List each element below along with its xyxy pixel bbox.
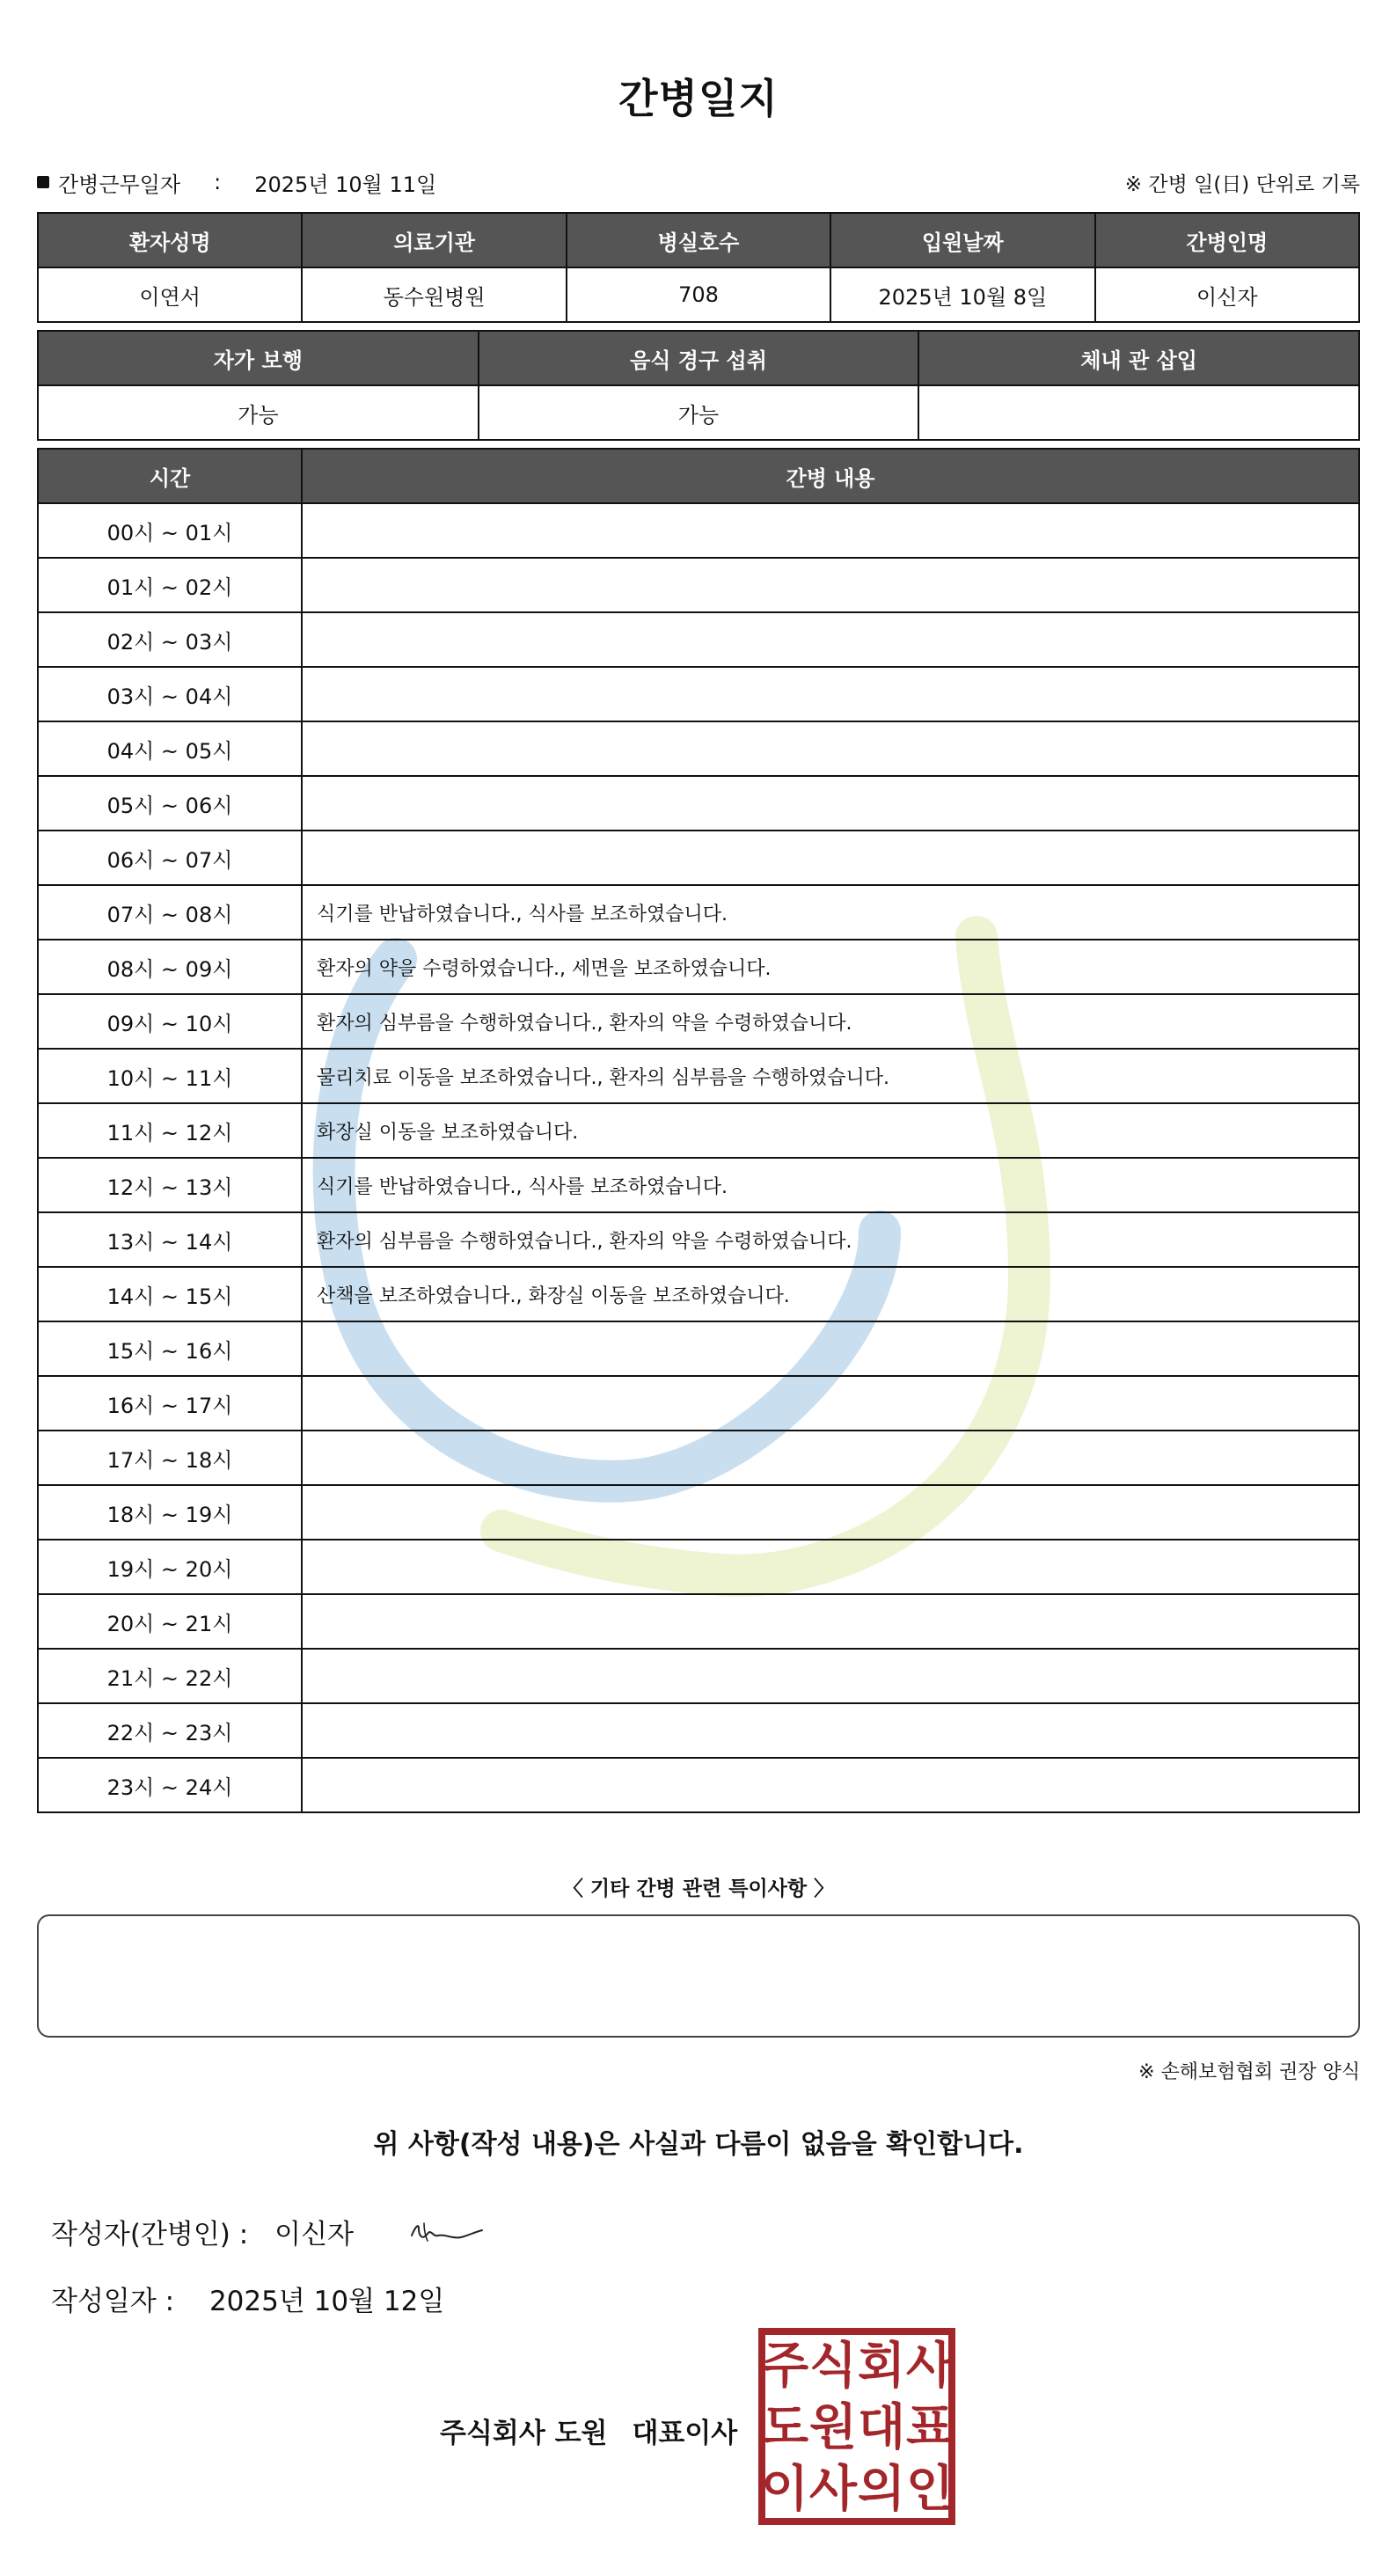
work-date-value: 2025년 10월 11일: [254, 172, 437, 197]
log-time: 02시 ~ 03시: [38, 612, 302, 667]
log-row: [38, 1594, 1359, 1649]
seal-char: 주: [760, 2338, 809, 2395]
company-seal-stamp: [758, 2328, 955, 2525]
care-log-table: [37, 448, 1360, 1813]
log-content: 환자의 심부름을 수행하였습니다., 환자의 약을 수령하였습니다.: [302, 1212, 1359, 1267]
writer-name: 이신자: [274, 2219, 355, 2250]
write-date-label: 작성일자 :: [51, 2286, 175, 2317]
log-content: 식기를 반납하였습니다., 식사를 보조하였습니다.: [302, 1158, 1359, 1212]
confirmation-statement: 위 사항(작성 내용)은 사실과 다름이 없음을 확인합니다.: [373, 2129, 1024, 2160]
log-time: 18시 ~ 19시: [38, 1485, 302, 1540]
tube-insertion-value: [918, 385, 1359, 440]
log-content: 산책을 보조하였습니다., 화장실 이동을 보조하였습니다.: [302, 1267, 1359, 1321]
log-time: 05시 ~ 06시: [38, 776, 302, 831]
log-row: [38, 1376, 1359, 1431]
log-time: 01시 ~ 02시: [38, 558, 302, 612]
log-row: [38, 1212, 1359, 1267]
log-row: [38, 885, 1359, 940]
caregiver-name: 이신자: [1095, 267, 1359, 322]
log-content: [302, 667, 1359, 721]
log-row: [38, 1649, 1359, 1703]
log-row: [38, 721, 1359, 776]
log-time: 00시 ~ 01시: [38, 503, 302, 558]
log-time: 06시 ~ 07시: [38, 831, 302, 885]
log-content: [302, 1321, 1359, 1376]
company-row: [440, 2411, 737, 2450]
log-row: [38, 1267, 1359, 1321]
seal-char: 회: [857, 2338, 906, 2395]
log-row: [38, 1321, 1359, 1376]
log-row: [38, 1049, 1359, 1103]
log-content: [302, 721, 1359, 776]
header-oral-intake: 음식 경구 섭취: [479, 331, 919, 385]
header-tube-insertion: 체내 관 삽입: [918, 331, 1359, 385]
log-content: [302, 831, 1359, 885]
log-content: [302, 1758, 1359, 1812]
work-date-separator: :: [214, 170, 222, 194]
log-content: [302, 558, 1359, 612]
log-content: [302, 1594, 1359, 1649]
company-role: 대표이사: [632, 2418, 738, 2449]
log-content: 물리치료 이동을 보조하였습니다., 환자의 심부름을 수행하였습니다.: [302, 1049, 1359, 1103]
header-room-number: 병실호수: [567, 213, 830, 267]
log-row: [38, 831, 1359, 885]
log-content: 화장실 이동을 보조하였습니다.: [302, 1103, 1359, 1158]
log-content: [302, 1649, 1359, 1703]
log-time: 23시 ~ 24시: [38, 1758, 302, 1812]
log-row: [38, 940, 1359, 994]
writer-label: 작성자(간병인) :: [51, 2219, 249, 2250]
log-time: 19시 ~ 20시: [38, 1540, 302, 1594]
write-date-value: 2025년 10월 12일: [208, 2286, 445, 2317]
remarks-title: 〈 기타 간병 관련 특이사항 〉: [562, 1877, 835, 1900]
log-row: [38, 503, 1359, 558]
header-caregiver-name: 간병인명: [1095, 213, 1359, 267]
patient-info-table: [37, 212, 1360, 323]
log-time: 09시 ~ 10시: [38, 994, 302, 1049]
log-content: 환자의 심부름을 수행하였습니다., 환자의 약을 수령하였습니다.: [302, 994, 1359, 1049]
seal-char: 사: [808, 2461, 858, 2518]
log-time: 12시 ~ 13시: [38, 1158, 302, 1212]
seal-char: 표: [905, 2399, 954, 2456]
company-name: 주식회사 도원: [440, 2418, 608, 2449]
log-content: [302, 1540, 1359, 1594]
record-unit-note: ※ 간병 일(日) 단위로 기록: [1124, 172, 1360, 196]
seal-char: 사: [905, 2338, 954, 2395]
log-content: [302, 1376, 1359, 1431]
header-admission-date: 입원날짜: [830, 213, 1094, 267]
log-content: [302, 1703, 1359, 1758]
seal-char: 의: [857, 2461, 906, 2518]
header-time: 시간: [38, 449, 302, 503]
remarks-box: [37, 1914, 1360, 2038]
log-time: 17시 ~ 18시: [38, 1431, 302, 1485]
log-row: [38, 612, 1359, 667]
log-content: [302, 1485, 1359, 1540]
log-time: 10시 ~ 11시: [38, 1049, 302, 1103]
log-content: [302, 612, 1359, 667]
header-patient-name: 환자성명: [38, 213, 302, 267]
seal-char: 이: [760, 2461, 809, 2518]
log-row: [38, 1485, 1359, 1540]
square-bullet-icon: [37, 176, 49, 188]
patient-status-table: [37, 330, 1360, 441]
admission-date: 2025년 10월 8일: [830, 267, 1094, 322]
page-title: 간병일지: [618, 75, 779, 122]
log-row: [38, 994, 1359, 1049]
log-time: 07시 ~ 08시: [38, 885, 302, 940]
hospital-name: 동수원병원: [302, 267, 566, 322]
seal-char: 도: [760, 2399, 809, 2456]
seal-char: 원: [808, 2399, 858, 2456]
seal-char: 식: [808, 2338, 858, 2395]
header-care-content: 간병 내용: [302, 449, 1359, 503]
write-date-row: [51, 2279, 444, 2318]
log-content: [302, 1431, 1359, 1485]
log-content: [302, 776, 1359, 831]
log-time: 14시 ~ 15시: [38, 1267, 302, 1321]
log-time: 04시 ~ 05시: [38, 721, 302, 776]
work-date-label: 간병근무일자: [58, 172, 181, 197]
log-row: [38, 1758, 1359, 1812]
seal-char: 대: [857, 2399, 906, 2456]
log-time: 08시 ~ 09시: [38, 940, 302, 994]
log-row: [38, 1540, 1359, 1594]
log-time: 13시 ~ 14시: [38, 1212, 302, 1267]
signature-image: [406, 2214, 486, 2250]
log-time: 21시 ~ 22시: [38, 1649, 302, 1703]
log-row: [38, 558, 1359, 612]
header-self-walking: 자가 보행: [38, 331, 479, 385]
log-time: 20시 ~ 21시: [38, 1594, 302, 1649]
log-row: [38, 1431, 1359, 1485]
header-hospital: 의료기관: [302, 213, 566, 267]
log-time: 11시 ~ 12시: [38, 1103, 302, 1158]
log-time: 03시 ~ 04시: [38, 667, 302, 721]
work-info-row: [37, 167, 1360, 197]
insurance-form-note: ※ 손해보험협회 권장 양식: [1138, 2061, 1360, 2083]
log-time: 15시 ~ 16시: [38, 1321, 302, 1376]
log-row: [38, 1703, 1359, 1758]
log-row: [38, 667, 1359, 721]
log-time: 22시 ~ 23시: [38, 1703, 302, 1758]
oral-intake-value: 가능: [479, 385, 919, 440]
patient-name: 이연서: [38, 267, 302, 322]
log-content: 식기를 반납하였습니다., 식사를 보조하였습니다.: [302, 885, 1359, 940]
log-row: [38, 1158, 1359, 1212]
log-row: [38, 1103, 1359, 1158]
self-walking-value: 가능: [38, 385, 479, 440]
log-content: 환자의 약을 수령하였습니다., 세면을 보조하였습니다.: [302, 940, 1359, 994]
room-number: 708: [567, 267, 830, 322]
writer-row: [51, 2212, 486, 2251]
seal-char: 인: [905, 2461, 954, 2518]
log-content: [302, 503, 1359, 558]
log-row: [38, 776, 1359, 831]
log-time: 16시 ~ 17시: [38, 1376, 302, 1431]
